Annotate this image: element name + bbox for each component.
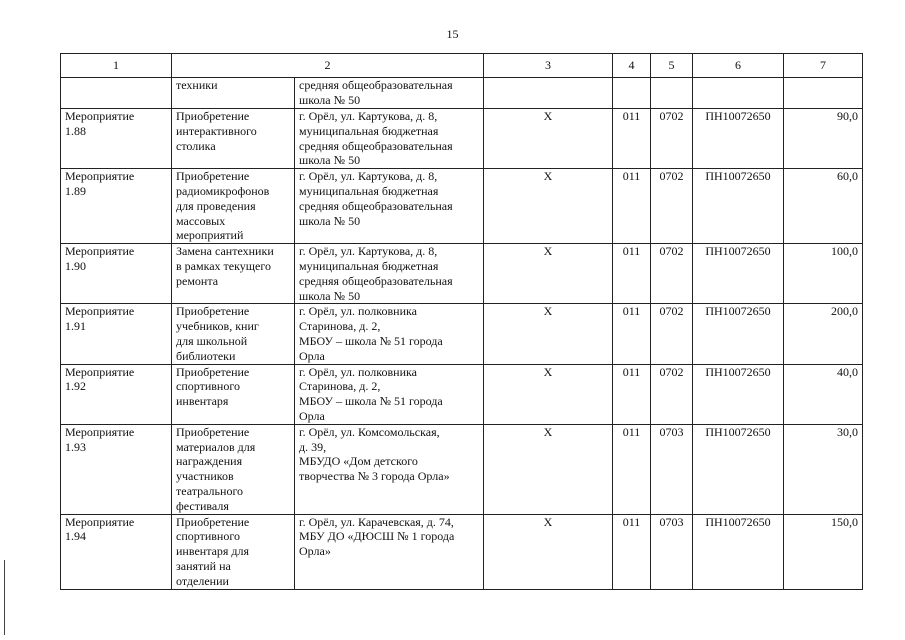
continuation-event-cell [61, 78, 172, 109]
name-cell-line: учебников, книг [176, 319, 259, 334]
grbs-cell: 011 [613, 109, 651, 169]
table-row [61, 169, 863, 244]
name-cell-line: инвентаря [176, 394, 229, 409]
section-cell: 0702 [651, 364, 693, 424]
event-cell-line: 1.92 [65, 379, 86, 394]
event-cell-line: 1.89 [65, 183, 86, 198]
address-cell-line: муниципальная бюджетная [299, 183, 439, 198]
name-cell [172, 364, 295, 424]
event-cell [61, 169, 172, 244]
address-cell [295, 109, 484, 169]
address-cell-line: школа № 50 [299, 288, 361, 303]
csr-cell: ПН10072650 [693, 304, 784, 364]
event-cell-line: 1.91 [65, 319, 86, 334]
name-cell-line: Приобретение [176, 364, 250, 379]
amount-cell: 150,0 [784, 514, 863, 589]
name-cell-line: Приобретение [176, 304, 250, 319]
budget-events-table [60, 53, 863, 590]
header-col-4: 4 [613, 54, 651, 78]
table-row [61, 244, 863, 304]
address-cell [295, 424, 484, 514]
section-cell: 0703 [651, 424, 693, 514]
table-row [61, 304, 863, 364]
continuation-name-cell [172, 78, 295, 109]
name-cell-line: награждения [176, 454, 243, 469]
event-cell [61, 244, 172, 304]
event-cell [61, 304, 172, 364]
continuation-empty-cell [613, 78, 651, 109]
name-cell-line: спортивного [176, 379, 240, 394]
name-cell-line: столика [176, 138, 216, 153]
address-cell-line: Орла [299, 348, 325, 363]
table-header-row [61, 54, 863, 78]
address-cell-line: Орла» [299, 544, 331, 559]
header-col-5: 5 [651, 54, 693, 78]
continuation-address-line: школа № 50 [299, 92, 361, 107]
name-cell-line: фестиваля [176, 498, 229, 513]
name-cell-line: радиомикрофонов [176, 183, 270, 198]
mark-cell: Х [484, 169, 613, 244]
name-cell-line: в рамках текущего [176, 258, 271, 273]
event-cell [61, 109, 172, 169]
table-row [61, 109, 863, 169]
grbs-cell: 011 [613, 364, 651, 424]
address-cell-line: Старинова, д. 2, [299, 379, 381, 394]
section-cell: 0703 [651, 514, 693, 589]
address-cell [295, 304, 484, 364]
continuation-row [61, 78, 863, 109]
event-cell-line: Мероприятие [65, 514, 135, 529]
header-col-7: 7 [784, 54, 863, 78]
event-cell-line: Мероприятие [65, 169, 135, 184]
continuation-name-line: техники [176, 78, 218, 92]
address-cell-line: средняя общеобразовательная [299, 273, 453, 288]
address-cell [295, 364, 484, 424]
name-cell [172, 244, 295, 304]
mark-cell: Х [484, 424, 613, 514]
header-col-2: 2 [172, 54, 484, 78]
event-cell-line: Мероприятие [65, 364, 135, 379]
name-cell-line: ремонта [176, 273, 219, 288]
grbs-cell: 011 [613, 169, 651, 244]
amount-cell: 100,0 [784, 244, 863, 304]
address-cell-line: Орла [299, 408, 325, 423]
csr-cell: ПН10072650 [693, 424, 784, 514]
csr-cell: ПН10072650 [693, 514, 784, 589]
name-cell-line: массовых [176, 213, 226, 228]
table-row [61, 514, 863, 589]
address-cell-line: МБОУ – школа № 51 города [299, 394, 443, 409]
continuation-empty-cell [693, 78, 784, 109]
event-cell [61, 424, 172, 514]
section-cell: 0702 [651, 109, 693, 169]
csr-cell: ПН10072650 [693, 244, 784, 304]
name-cell-line: Приобретение [176, 109, 250, 123]
address-cell-line: г. Орёл, ул. Картукова, д. 8, [299, 109, 438, 123]
address-cell-line: муниципальная бюджетная [299, 123, 439, 138]
mark-cell: Х [484, 304, 613, 364]
csr-cell: ПН10072650 [693, 169, 784, 244]
address-cell-line: МБУ ДО «ДЮСШ № 1 города [299, 529, 455, 544]
header-col-6: 6 [693, 54, 784, 78]
grbs-cell: 011 [613, 244, 651, 304]
mark-cell: Х [484, 514, 613, 589]
event-cell-line: 1.94 [65, 529, 86, 544]
name-cell-line: занятий на [176, 558, 231, 573]
name-cell-line: для школьной [176, 333, 248, 348]
header-col-1: 1 [61, 54, 172, 78]
name-cell [172, 514, 295, 589]
csr-cell: ПН10072650 [693, 109, 784, 169]
amount-cell: 90,0 [784, 109, 863, 169]
event-cell-line: Мероприятие [65, 424, 135, 439]
address-cell-line: г. Орёл, ул. полковника [299, 364, 417, 379]
event-cell [61, 364, 172, 424]
address-cell-line: творчества № 3 города Орла» [299, 469, 450, 484]
event-cell-line: 1.93 [65, 439, 86, 454]
header-col-3: 3 [484, 54, 613, 78]
continuation-empty-cell [484, 78, 613, 109]
address-cell-line: Старинова, д. 2, [299, 319, 381, 334]
address-cell-line: д. 39, [299, 439, 327, 454]
address-cell-line: школа № 50 [299, 213, 361, 228]
address-cell-line: г. Орёл, ул. Картукова, д. 8, [299, 244, 438, 259]
event-cell [61, 514, 172, 589]
event-cell-line: 1.88 [65, 123, 86, 138]
name-cell-line: Приобретение [176, 424, 250, 439]
continuation-empty-cell [651, 78, 693, 109]
continuation-address-cell [295, 78, 484, 109]
page-number: 15 [446, 27, 459, 41]
name-cell-line: театрального [176, 483, 244, 498]
amount-cell: 30,0 [784, 424, 863, 514]
address-cell [295, 169, 484, 244]
address-cell-line: муниципальная бюджетная [299, 258, 439, 273]
grbs-cell: 011 [613, 424, 651, 514]
amount-cell: 200,0 [784, 304, 863, 364]
event-cell-line: Мероприятие [65, 109, 135, 123]
grbs-cell: 011 [613, 514, 651, 589]
name-cell-line: спортивного [176, 529, 240, 544]
section-cell: 0702 [651, 304, 693, 364]
name-cell-line: отделении [176, 573, 229, 588]
address-cell-line: г. Орёл, ул. Карачевская, д. 74, [299, 514, 454, 529]
name-cell-line: материалов для [176, 439, 256, 454]
address-cell [295, 244, 484, 304]
address-cell-line: г. Орёл, ул. Картукова, д. 8, [299, 169, 438, 184]
address-cell-line: МБОУ – школа № 51 города [299, 333, 443, 348]
amount-cell: 40,0 [784, 364, 863, 424]
address-cell [295, 514, 484, 589]
name-cell [172, 424, 295, 514]
name-cell-line: Приобретение [176, 514, 250, 529]
mark-cell: Х [484, 109, 613, 169]
address-cell-line: МБУДО «Дом детского [299, 454, 418, 469]
name-cell-line: участников [176, 469, 234, 484]
binding-edge-line [4, 560, 5, 635]
name-cell-line: интерактивного [176, 123, 257, 138]
name-cell [172, 109, 295, 169]
name-cell-line: инвентаря для [176, 544, 250, 559]
continuation-address-line: средняя общеобразовательная [299, 78, 453, 92]
csr-cell: ПН10072650 [693, 364, 784, 424]
address-cell-line: средняя общеобразовательная [299, 138, 453, 153]
name-cell-line: мероприятий [176, 228, 244, 243]
name-cell-line: для проведения [176, 198, 256, 213]
name-cell-line: Приобретение [176, 169, 250, 184]
grbs-cell: 011 [613, 304, 651, 364]
address-cell-line: г. Орёл, ул. Комсомольская, [299, 424, 440, 439]
mark-cell: Х [484, 244, 613, 304]
table-row [61, 424, 863, 514]
event-cell-line: Мероприятие [65, 304, 135, 319]
continuation-empty-cell [784, 78, 863, 109]
address-cell-line: средняя общеобразовательная [299, 198, 453, 213]
mark-cell: Х [484, 364, 613, 424]
section-cell: 0702 [651, 244, 693, 304]
name-cell-line: Замена сантехники [176, 244, 274, 259]
name-cell-line: библиотеки [176, 348, 236, 363]
event-cell-line: 1.90 [65, 258, 86, 273]
table-row [61, 364, 863, 424]
amount-cell: 60,0 [784, 169, 863, 244]
event-cell-line: Мероприятие [65, 244, 135, 259]
address-cell-line: г. Орёл, ул. полковника [299, 304, 417, 319]
name-cell [172, 304, 295, 364]
address-cell-line: школа № 50 [299, 153, 361, 168]
name-cell [172, 169, 295, 244]
section-cell: 0702 [651, 169, 693, 244]
